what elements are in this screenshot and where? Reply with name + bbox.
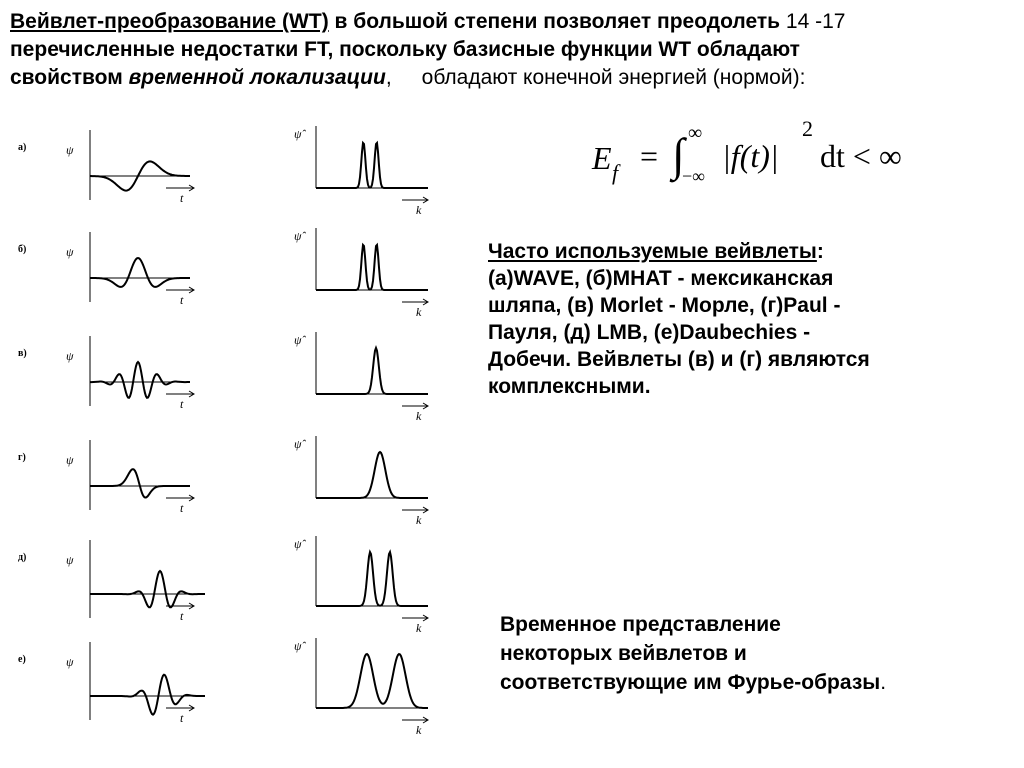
freq-axis-label: k <box>416 305 422 319</box>
formula-tail: dt < ∞ <box>820 138 902 174</box>
freq-spectrum-curve <box>316 143 428 188</box>
formula-equals: = <box>640 138 659 174</box>
time-axis-symbol: ψ <box>66 143 74 157</box>
time-axis-label: t <box>180 711 184 725</box>
time-axis-symbol: ψ <box>66 553 74 567</box>
formula-lhs: E <box>592 140 612 176</box>
freq-axis-label: k <box>416 621 422 635</box>
time-axis-label: t <box>180 293 184 307</box>
freq-axis-label: k <box>416 723 422 737</box>
description-colon: : <box>816 240 824 263</box>
caption-period: . <box>880 671 887 694</box>
time-wavelet-curve <box>90 571 205 607</box>
heading-line3-start: свойством <box>10 66 129 89</box>
freq-spectrum-curve <box>316 348 428 394</box>
freq-axis-symbol: ψ̂ <box>294 127 302 141</box>
heading-energy-text: обладают конечной энергией (нормой): <box>421 66 806 89</box>
freq-spectrum-curve <box>316 654 428 708</box>
description-line: Пауля, (д) LMB, (е)Daubechies - <box>488 321 811 344</box>
time-axis-symbol: ψ <box>66 655 74 669</box>
heading-title: Вейвлет-преобразование (WT) <box>10 10 329 33</box>
time-axis-symbol: ψ <box>66 245 74 259</box>
formula-power: 2 <box>802 116 813 141</box>
heading-italic-phrase: временной локализации <box>128 66 386 89</box>
row-label: б) <box>18 244 27 255</box>
heading-line1-rest: в большой степени позволяет преодолеть <box>328 10 781 33</box>
freq-axis-label: k <box>416 409 422 423</box>
formula-lower-limit: −∞ <box>682 166 705 186</box>
heading-comma: , <box>385 66 392 89</box>
caption-line: некоторых вейвлетов и <box>500 642 747 665</box>
row-label: в) <box>18 348 27 359</box>
freq-axis-label: k <box>416 203 422 217</box>
description-title: Часто используемые вейвлеты <box>488 240 817 263</box>
time-wavelet-curve <box>90 469 190 497</box>
formula-integrand: |f(t)| <box>722 138 779 174</box>
freq-axis-label: k <box>416 513 422 527</box>
time-axis-symbol: ψ <box>66 349 74 363</box>
row-label: а) <box>18 142 27 153</box>
freq-spectrum-curve <box>316 245 428 290</box>
heading-line-2: перечисленные недостатки FT, поскольку базисные функции WT обладают <box>10 38 800 61</box>
row-label: г) <box>18 452 26 463</box>
description-line: комплексными. <box>488 375 651 398</box>
freq-spectrum-curve <box>316 452 428 498</box>
freq-axis-symbol: ψ̂ <box>294 229 302 243</box>
time-wavelet-curve <box>90 675 205 715</box>
caption-line: Временное представление <box>500 613 781 636</box>
freq-axis-symbol: ψ̂ <box>294 537 302 551</box>
time-wavelet-curve <box>90 258 190 287</box>
formula-upper-limit: ∞ <box>688 122 703 144</box>
caption-line: соответствующие им Фурье-образы <box>500 671 881 694</box>
row-label: е) <box>18 654 26 665</box>
freq-axis-symbol: ψ̂ <box>294 437 302 451</box>
description-line: шляпа, (в) Morlet - Морле, (г)Paul - <box>488 294 841 317</box>
time-wavelet-curve <box>90 362 190 398</box>
formula-integral: ∫ <box>672 129 685 180</box>
time-axis-symbol: ψ <box>66 453 74 467</box>
time-axis-label: t <box>180 501 184 515</box>
page-reference: 14 -17 <box>780 10 846 33</box>
freq-axis-symbol: ψ̂ <box>294 639 302 653</box>
freq-axis-symbol: ψ̂ <box>294 333 302 347</box>
time-axis-label: t <box>180 609 184 623</box>
freq-spectrum-curve <box>316 552 428 606</box>
time-axis-label: t <box>180 191 184 205</box>
row-label: д) <box>18 552 27 563</box>
description-line: Добечи. Вейвлеты (в) и (г) являются <box>488 348 870 371</box>
formula-lhs-subscript: f <box>612 160 619 185</box>
description-line: (a)WAVE, (б)MHAT - мексиканская <box>488 267 834 290</box>
time-axis-label: t <box>180 397 184 411</box>
